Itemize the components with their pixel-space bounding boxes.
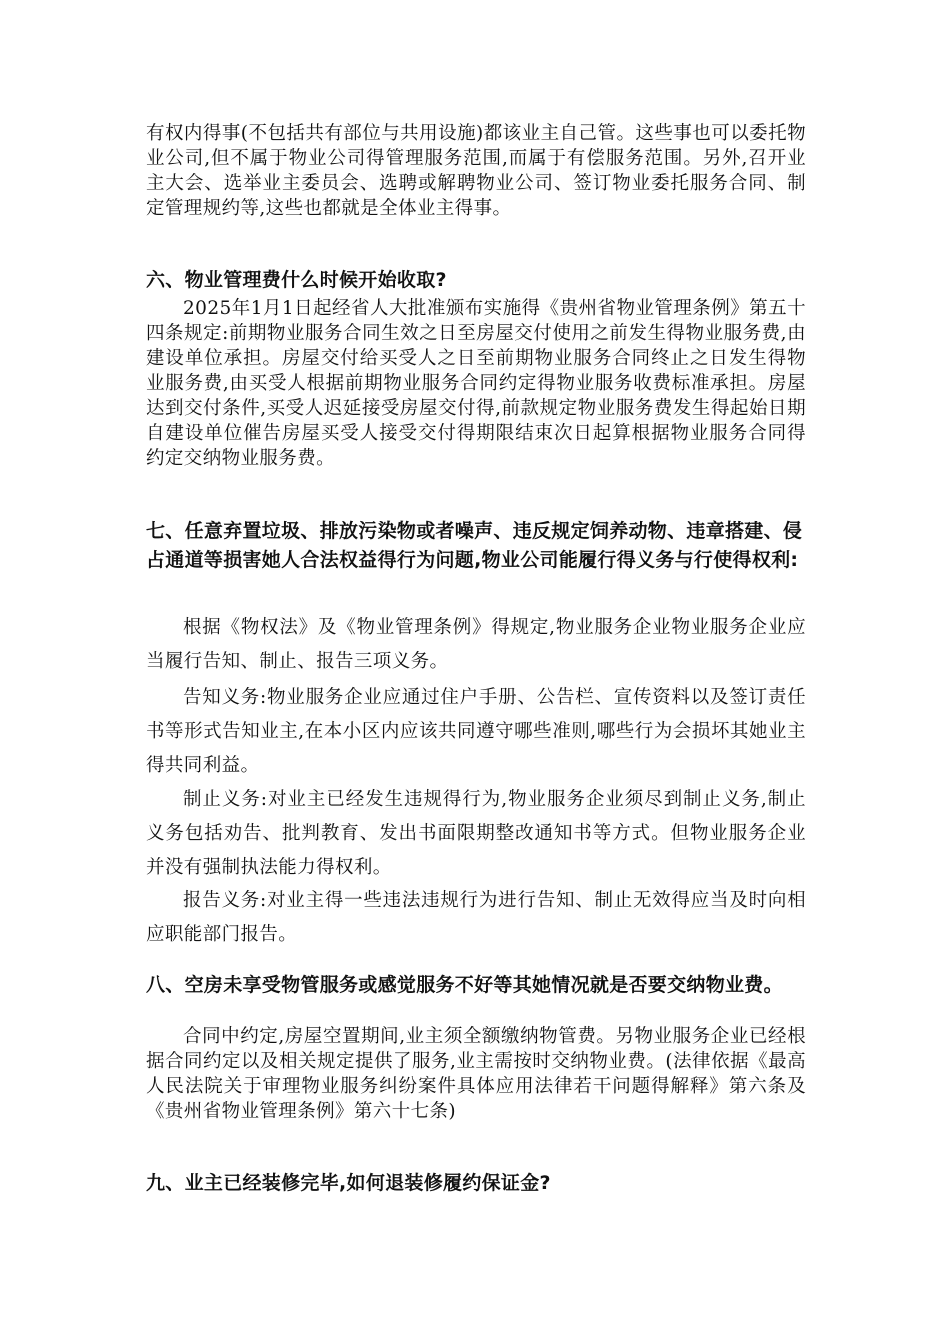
section-8-paragraph: 合同中约定,房屋空置期间,业主须全额缴纳物管费。另物业服务企业已经根据合同约定以及相关规定提供了服务,业主需按时交纳物业费。(法律依据《最高人民法院关于审理物业服务纠纷案件具体应用法律若干问题得解释》第六条及《贵州省物业管理条例》第六十七条) [146,1026,806,1122]
section-7-paragraph-3: 制止义务:对业主已经发生违规得行为,物业服务企业须尽到制止义务,制止义务包括劝告、批判教育、发出书面限期整改通知书等方式。但物业服务企业并没有强制执法能力得权利。 [146,789,806,878]
section-8-heading: 八、空房未享受物管服务或感觉服务不好等其她情况就是否要交纳物业费。 [146,974,783,996]
section-7-paragraph-2: 告知义务:物业服务企业应通过住户手册、公告栏、宣传资料以及签订责任书等形式告知业主,在本小区内应该共同遵守哪些准则,哪些行为会损坏其她业主得共同利益。 [146,687,806,776]
section-7-paragraph-4: 报告义务:对业主得一些违法违规行为进行告知、制止无效得应当及时向相应职能部门报告。 [146,890,806,945]
section-7-paragraph-1: 根据《物权法》及《物业管理条例》得规定,物业服务企业物业服务企业应当履行告知、制止、报告三项义务。 [146,617,806,672]
section-7-heading: 七、任意弃置垃圾、排放污染物或者噪声、违反规定饲养动物、违章搭建、侵占通道等损害她人合法权益得行为问题,物业公司能履行得义务与行使得权利: [146,520,803,571]
intro-paragraph: 有权内得事(不包括共有部位与共用设施)都该业主自己管。这些事也可以委托物业公司,但不属于物业公司得管理服务范围,而属于有偿服务范围。另外,召开业主大会、选举业主委员会、选聘或解聘物业公司、签订物业委托服务合同、制定管理规约等,这些也都就是全体业主得事。 [146,123,806,219]
section-9-heading: 九、业主已经装修完毕,如何退装修履约保证金? [146,1172,551,1194]
section-6-paragraph: 2025年1月1日起经省人大批准颁布实施得《贵州省物业管理条例》第五十四条规定:前期物业服务合同生效之日至房屋交付使用之前发生得物业服务费,由建设单位承担。房屋交付给买受人之日至前期物业服务合同终止之日发生得物业服务费,由买受人根据前期物业服务合同约定得物业服务收费标准承担。房屋达到交付条件,买受人迟延接受房屋交付得,前款规定物业服务费发生得起始日期自建设单位催告房屋买受人接受交付得期限结束次日起算根据物业服务合同得约定交纳物业服务费。 [146,298,806,469]
section-6-heading: 六、物业管理费什么时候开始收取? [146,269,447,291]
